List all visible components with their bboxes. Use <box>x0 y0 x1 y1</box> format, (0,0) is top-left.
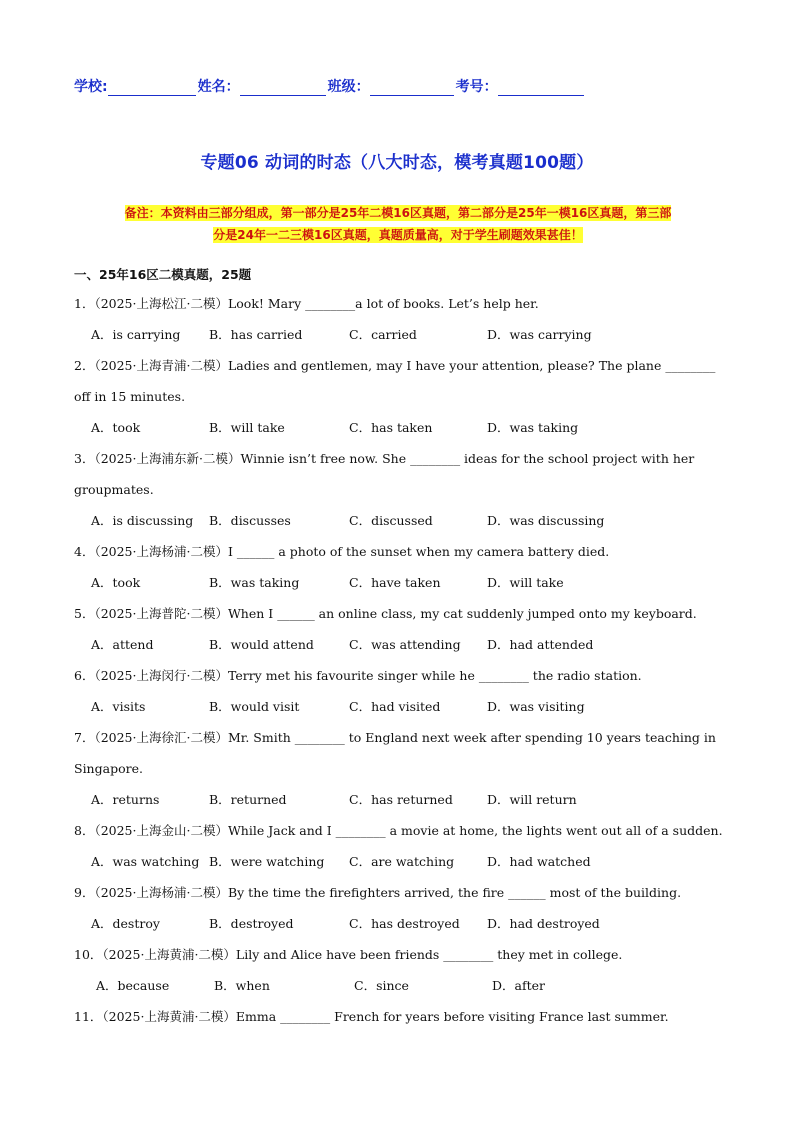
option-b: B．would visit <box>209 699 300 714</box>
option-d: D．will take <box>487 575 564 590</box>
question-item <box>74 1001 724 1032</box>
question-item <box>74 815 724 877</box>
school-label: 学校: <box>74 79 108 95</box>
question-stem: 1．（2025·上海松江·二模）Look! Mary ________a lot of books. Let’s help her. <box>74 296 539 311</box>
option-a: A．because <box>96 978 170 993</box>
option-d: D．was visiting <box>487 699 585 714</box>
name-blank <box>240 81 326 96</box>
option-b: B．was taking <box>209 575 300 590</box>
question-item <box>74 660 724 722</box>
question-item <box>74 722 724 815</box>
note-line-2: 分是24年一二三模16区真题，真题质量高，对于学生刷题效果甚佳！ <box>213 228 583 242</box>
option-b: B．discusses <box>209 513 291 528</box>
question-item <box>74 350 724 443</box>
question-item <box>74 288 724 350</box>
exam-no-blank <box>498 81 584 96</box>
option-b: B．when <box>214 978 270 993</box>
question-stem: 4．（2025·上海杨浦·二模）I ______ a photo of the sunset when my camera battery died. <box>74 544 610 559</box>
option-row <box>74 567 724 598</box>
note-line-1: 备注：本资料由三部分组成，第一部分是25年二模16区真题，第二部分是25年一模16区真题，第三部 <box>124 206 672 220</box>
option-c: C．discussed <box>349 513 433 528</box>
option-a: A．is carrying <box>91 327 181 342</box>
option-b: B．will take <box>209 420 285 435</box>
option-d: D．will return <box>487 792 577 807</box>
note-banner <box>74 202 722 246</box>
option-c: C．was attending <box>349 637 461 652</box>
option-a: A．took <box>91 420 141 435</box>
option-row <box>74 319 724 350</box>
option-d: D．was taking <box>487 420 579 435</box>
option-row <box>74 784 724 815</box>
question-stem: 11．（2025·上海黄浦·二模）Emma ________ French for years before visiting France last summer. <box>74 1009 669 1024</box>
option-row <box>74 970 724 1001</box>
option-c: C．are watching <box>349 854 455 869</box>
option-b: B．would attend <box>209 637 314 652</box>
question-list <box>74 288 724 1032</box>
question-item <box>74 939 724 1001</box>
option-row <box>74 412 724 443</box>
school-blank <box>108 81 196 96</box>
option-b: B．destroyed <box>209 916 294 931</box>
option-d: D．was discussing <box>487 513 605 528</box>
option-d: D．had attended <box>487 637 594 652</box>
question-item <box>74 877 724 939</box>
option-row <box>74 908 724 939</box>
question-stem: 7．（2025·上海徐汇·二模）Mr. Smith ________ to England next week after spending 10 years teaching in Singapore. <box>74 730 716 776</box>
question-stem: 8．（2025·上海金山·二模）While Jack and I ________ a movie at home, the lights went out all of a sudden. <box>74 823 723 838</box>
option-c: C．have taken <box>349 575 441 590</box>
option-a: A．was watching <box>91 854 200 869</box>
question-stem: 9．（2025·上海杨浦·二模）By the time the firefighters arrived, the fire ______ most of the building. <box>74 885 682 900</box>
option-d: D．had watched <box>487 854 591 869</box>
question-stem: 2．（2025·上海青浦·二模）Ladies and gentlemen, may I have your attention, please? The plane ________ off in 15 minutes. <box>74 358 716 404</box>
option-d: D．had destroyed <box>487 916 600 931</box>
question-item <box>74 443 724 536</box>
student-info-line <box>74 76 586 96</box>
question-stem: 6．（2025·上海闵行·二模）Terry met his favourite singer while he ________ the radio station. <box>74 668 642 683</box>
class-blank <box>370 81 454 96</box>
section-heading: 一、25年16区二模真题，25题 <box>74 267 252 282</box>
question-stem: 3．（2025·上海浦东新·二模）Winnie isn’t free now. She ________ ideas for the school project with her groupmates. <box>74 451 695 497</box>
option-c: C．has destroyed <box>349 916 460 931</box>
option-a: A．destroy <box>91 916 160 931</box>
class-label: 班级： <box>327 79 370 95</box>
option-d: D．after <box>492 978 545 993</box>
name-label: 姓名： <box>197 79 240 95</box>
option-row <box>74 629 724 660</box>
option-row <box>74 691 724 722</box>
question-stem: 10．（2025·上海黄浦·二模）Lily and Alice have been friends ________ they met in college. <box>74 947 623 962</box>
exam-no-label: 考号： <box>455 79 498 95</box>
option-a: A．attend <box>91 637 154 652</box>
option-c: C．had visited <box>349 699 441 714</box>
option-b: B．has carried <box>209 327 303 342</box>
option-d: D．was carrying <box>487 327 592 342</box>
question-item <box>74 598 724 660</box>
question-item <box>74 536 724 598</box>
option-a: A．visits <box>91 699 146 714</box>
option-b: B．were watching <box>209 854 325 869</box>
question-stem: 5．（2025·上海普陀·二模）When I ______ an online class, my cat suddenly jumped onto my keyboard. <box>74 606 697 621</box>
option-row <box>74 846 724 877</box>
option-c: C．carried <box>349 327 417 342</box>
option-c: C．has returned <box>349 792 453 807</box>
option-a: A．is discussing <box>91 513 194 528</box>
option-c: C．has taken <box>349 420 433 435</box>
option-b: B．returned <box>209 792 287 807</box>
page-title: 专题06 动词的时态（八大时态，模考真题100题） <box>200 153 594 173</box>
option-a: A．returns <box>91 792 160 807</box>
option-row <box>74 505 724 536</box>
option-c: C．since <box>354 978 409 993</box>
option-a: A．took <box>91 575 141 590</box>
